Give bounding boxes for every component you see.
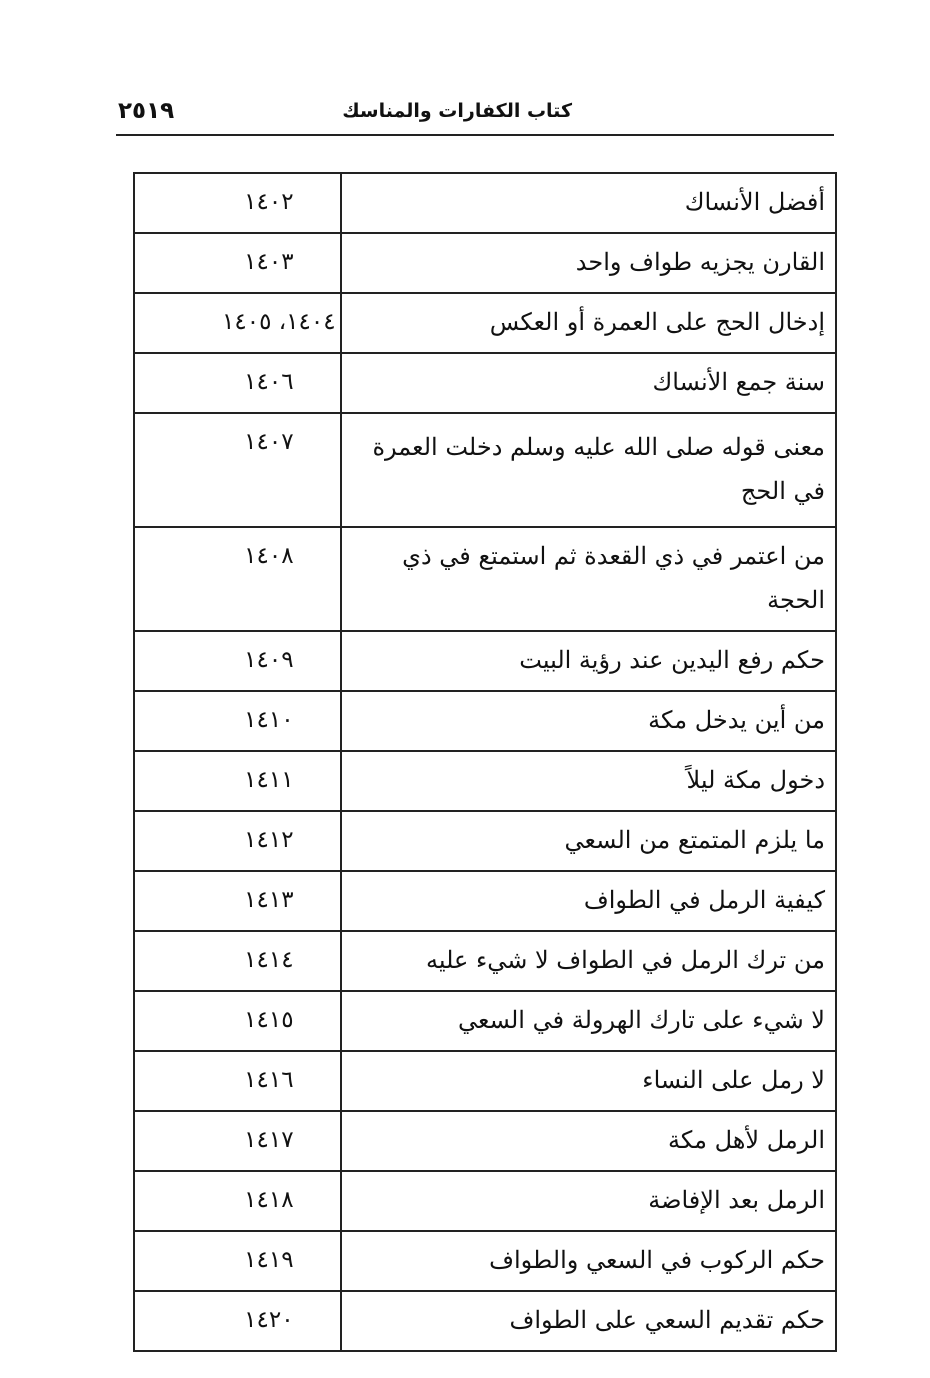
issue-number-cell: ١٤١٠	[134, 691, 341, 751]
table-row	[134, 1231, 836, 1291]
topic-cell: من اعتمر في ذي القعدة ثم استمتع في ذي الحجة	[341, 527, 836, 631]
table-row	[134, 1111, 836, 1171]
topic-cell: معنى قوله صلى الله عليه وسلم دخلت العمرة في الحج	[341, 413, 836, 527]
topic-cell: القارن يجزيه طواف واحد	[341, 233, 836, 293]
issue-number-cell: ١٤١٤	[134, 931, 341, 991]
table-row	[134, 871, 836, 931]
topic-cell: الرمل لأهل مكة	[341, 1111, 836, 1171]
issue-number-cell: ١٤١٢	[134, 811, 341, 871]
topic-cell: كيفية الرمل في الطواف	[341, 871, 836, 931]
topic-cell: لا شيء على تارك الهرولة في السعي	[341, 991, 836, 1051]
table-row	[134, 353, 836, 413]
issue-number-cell: ١٤٠٨	[134, 527, 341, 631]
topic-cell: لا رمل على النساء	[341, 1051, 836, 1111]
table-row	[134, 1051, 836, 1111]
page-header	[116, 92, 834, 136]
issue-number-cell: ١٤١٧	[134, 1111, 341, 1171]
index-table	[133, 172, 837, 1352]
table-row	[134, 1171, 836, 1231]
issue-number-cell: ١٤١٦	[134, 1051, 341, 1111]
table-row	[134, 293, 836, 353]
topic-cell: حكم الركوب في السعي والطواف	[341, 1231, 836, 1291]
issue-number-cell: ١٤١٣	[134, 871, 341, 931]
issue-number-cell: ١٤٠٧	[134, 413, 341, 527]
table-row	[134, 811, 836, 871]
issue-number-cell: ١٤١٥	[134, 991, 341, 1051]
table-row	[134, 173, 836, 233]
topic-cell: من أين يدخل مكة	[341, 691, 836, 751]
issue-number-cell: ١٤١٩	[134, 1231, 341, 1291]
topic-cell: إدخال الحج على العمرة أو العكس	[341, 293, 836, 353]
topic-cell: حكم تقديم السعي على الطواف	[341, 1291, 836, 1351]
table-row	[134, 527, 836, 631]
table-row	[134, 1291, 836, 1351]
issue-number-cell: ١٤٠٦	[134, 353, 341, 413]
issue-number-cell: ١٤٠٩	[134, 631, 341, 691]
topic-cell: الرمل بعد الإفاضة	[341, 1171, 836, 1231]
table-row	[134, 233, 836, 293]
table-row	[134, 751, 836, 811]
topic-cell: ما يلزم المتمتع من السعي	[341, 811, 836, 871]
page-number: ٢٥١٩	[118, 98, 175, 124]
topic-cell: أفضل الأنساك	[341, 173, 836, 233]
issue-number-cell: ١٤١١	[134, 751, 341, 811]
table-row	[134, 631, 836, 691]
issue-number-cell: ١٤٠٣	[134, 233, 341, 293]
topic-cell: من ترك الرمل في الطواف لا شيء عليه	[341, 931, 836, 991]
table-row	[134, 931, 836, 991]
table-row	[134, 413, 836, 527]
issue-number-cell: ١٤٠٢	[134, 173, 341, 233]
issue-number-cell: ١٤٢٠	[134, 1291, 341, 1351]
table-row	[134, 691, 836, 751]
topic-cell: حكم رفع اليدين عند رؤية البيت	[341, 631, 836, 691]
table-row	[134, 991, 836, 1051]
topic-cell: سنة جمع الأنساك	[341, 353, 836, 413]
topic-cell: دخول مكة ليلاً	[341, 751, 836, 811]
book-title: كتاب الكفارات والمناسك	[342, 100, 572, 122]
issue-number-cell: ١٤٠٤، ١٤٠٥	[134, 293, 341, 353]
issue-number-cell: ١٤١٨	[134, 1171, 341, 1231]
